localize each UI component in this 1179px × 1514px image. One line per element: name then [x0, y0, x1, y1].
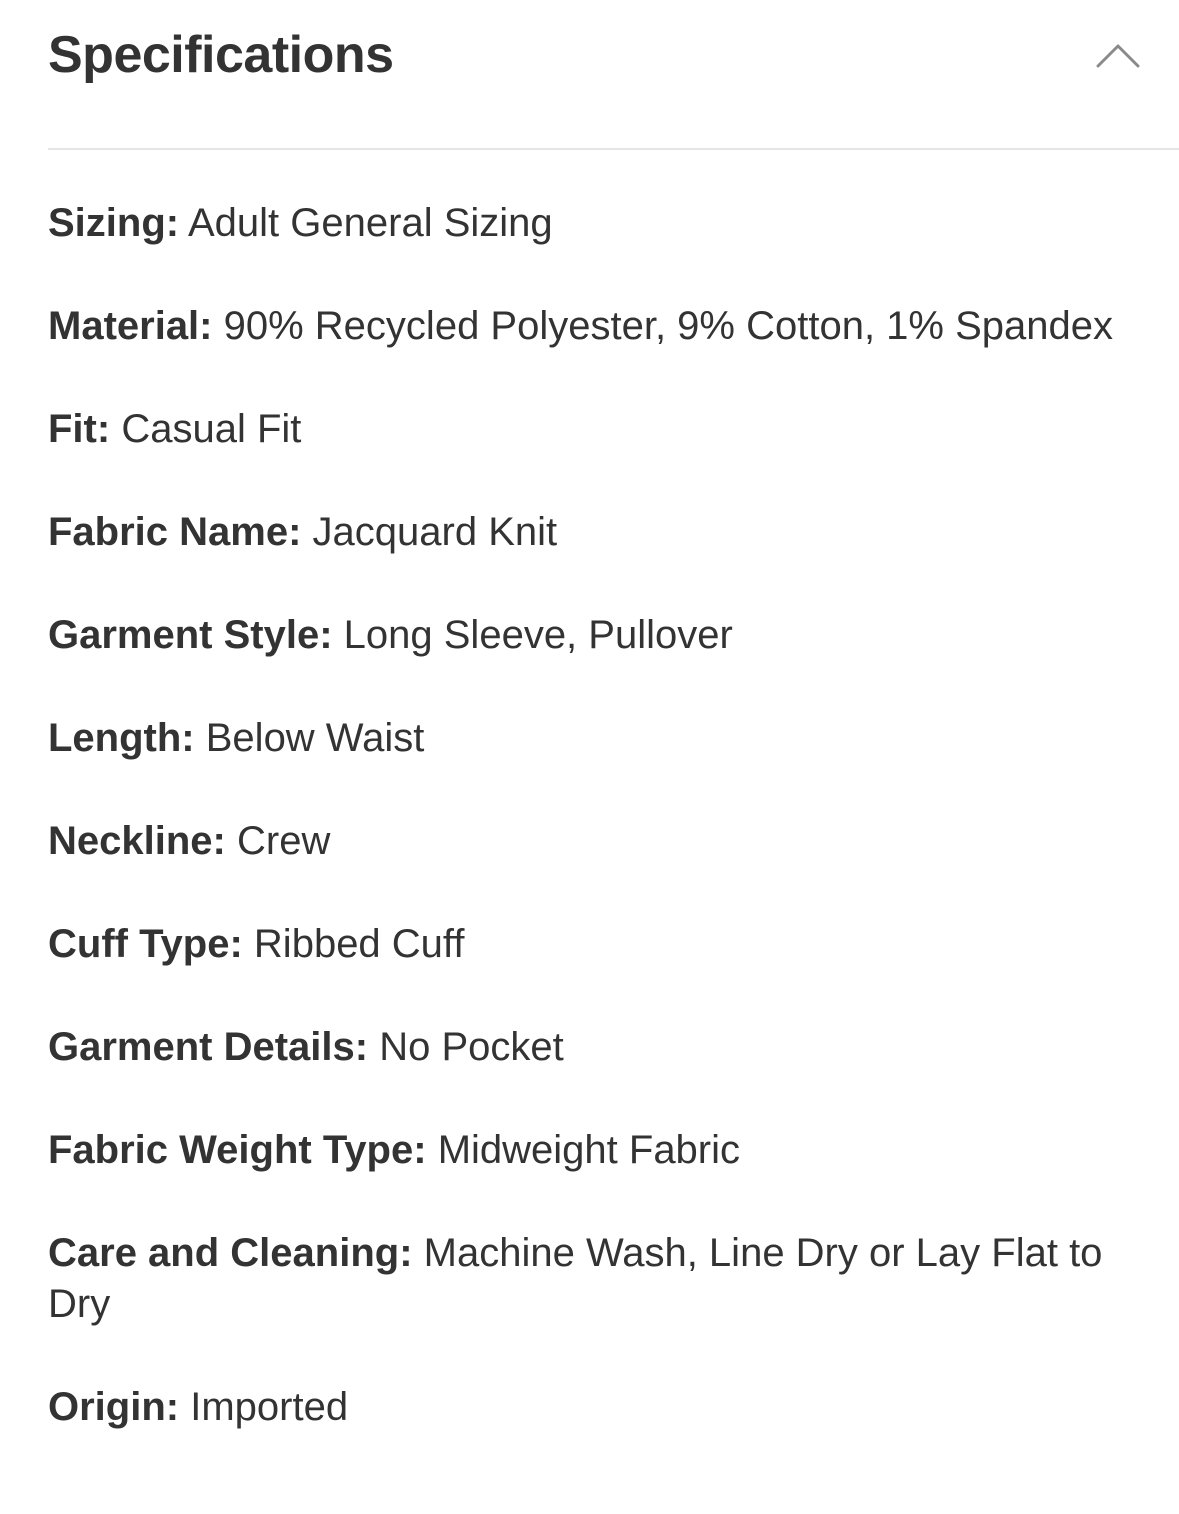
spec-value: No Pocket	[379, 1025, 564, 1069]
spec-value: Crew	[236, 819, 331, 863]
spec-row-length	[48, 713, 1138, 764]
spec-value: Casual Fit	[121, 407, 302, 451]
spec-label: Fabric Weight Type:	[48, 1128, 427, 1172]
spec-row-origin	[48, 1382, 1138, 1433]
spec-label: Fit:	[48, 407, 111, 451]
spec-value: Jacquard Knit	[312, 510, 558, 554]
spec-row-fit	[48, 404, 1138, 455]
spec-label: Origin:	[48, 1385, 180, 1429]
spec-row-fabric-weight-type	[48, 1125, 1138, 1176]
section-title: Specifications	[48, 26, 394, 84]
specifications-list	[48, 198, 1138, 1485]
chevron-up-icon	[1096, 43, 1140, 69]
spec-row-sizing	[48, 198, 1138, 249]
spec-label: Neckline:	[48, 819, 226, 863]
spec-value: 90% Recycled Polyester, 9% Cotton, 1% Spandex	[223, 304, 1114, 348]
spec-row-care-and-cleaning	[48, 1228, 1138, 1330]
spec-row-material	[48, 301, 1138, 352]
specifications-header[interactable]	[48, 0, 1179, 150]
spec-row-neckline	[48, 816, 1138, 867]
spec-row-fabric-name	[48, 507, 1138, 558]
spec-value: Machine Wash, Line Dry or Lay Flat to Dry	[48, 1231, 1103, 1326]
spec-value: Imported	[190, 1385, 349, 1429]
spec-label: Garment Style:	[48, 613, 333, 657]
spec-label: Material:	[48, 304, 213, 348]
spec-label: Care and Cleaning:	[48, 1231, 413, 1275]
spec-label: Cuff Type:	[48, 922, 243, 966]
spec-value: Midweight Fabric	[437, 1128, 741, 1172]
spec-label: Garment Details:	[48, 1025, 369, 1069]
spec-row-garment-details	[48, 1022, 1138, 1073]
spec-row-cuff-type	[48, 919, 1138, 970]
spec-value: Adult General Sizing	[188, 201, 553, 245]
spec-value: Below Waist	[205, 716, 425, 760]
spec-value: Long Sleeve, Pullover	[343, 613, 733, 657]
spec-label: Fabric Name:	[48, 510, 302, 554]
spec-label: Sizing:	[48, 201, 180, 245]
spec-label: Length:	[48, 716, 195, 760]
collapse-toggle-button[interactable]	[1086, 28, 1150, 84]
spec-value: Ribbed Cuff	[253, 922, 465, 966]
spec-row-garment-style	[48, 610, 1138, 661]
